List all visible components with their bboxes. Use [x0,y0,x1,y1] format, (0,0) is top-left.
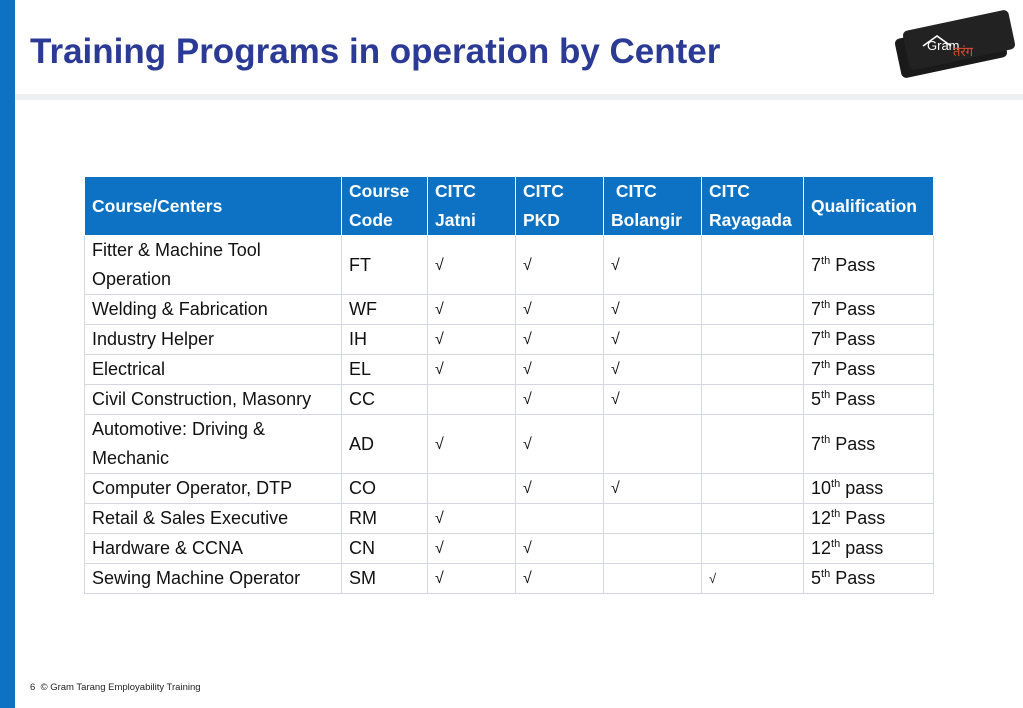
course-cell: Computer Operator, DTP [85,474,342,504]
rayagada-cell [702,474,804,504]
table-row [85,564,934,594]
qualification-cell: 10th pass [804,474,934,504]
bolangir-cell [604,415,702,474]
jatni-cell: √ [428,325,516,355]
rayagada-cell [702,295,804,325]
rayagada-cell [702,534,804,564]
code-cell: RM [342,504,428,534]
code-cell: EL [342,355,428,385]
table-row [85,415,934,474]
rayagada-cell [702,415,804,474]
header-divider [15,94,1023,100]
jatni-cell [428,474,516,504]
svg-text:Gram: Gram [927,38,960,53]
footer-text: © Gram Tarang Employability Training [40,682,201,693]
slide-footer [30,682,201,693]
course-cell: Sewing Machine Operator [85,564,342,594]
pkd-cell: √ [516,564,604,594]
page-number: 6 [30,682,36,693]
pkd-cell: √ [516,325,604,355]
bolangir-cell [604,564,702,594]
header-course: Course/Centers [85,177,342,236]
table-row [85,325,934,355]
qualification-cell: 12th pass [804,534,934,564]
qualification-cell: 12th Pass [804,504,934,534]
qualification-cell: 7th Pass [804,236,934,295]
pkd-cell: √ [516,355,604,385]
bolangir-cell: √ [604,385,702,415]
qualification-cell: 5th Pass [804,385,934,415]
course-cell: Industry Helper [85,325,342,355]
rayagada-cell [702,236,804,295]
header-bolangir: CITC Bolangir [604,177,702,236]
bolangir-cell: √ [604,236,702,295]
svg-text:तरंग: तरंग [953,45,974,60]
rayagada-cell: √ [702,564,804,594]
pkd-cell: √ [516,295,604,325]
course-cell: Retail & Sales Executive [85,504,342,534]
rayagada-cell [702,355,804,385]
course-cell: Fitter & Machine Tool Operation [85,236,342,295]
bolangir-cell: √ [604,355,702,385]
header-qualification: Qualification [804,177,934,236]
qualification-cell: 7th Pass [804,295,934,325]
code-cell: CN [342,534,428,564]
jatni-cell: √ [428,355,516,385]
jatni-cell [428,385,516,415]
code-cell: SM [342,564,428,594]
header-rayagada: CITC Rayagada [702,177,804,236]
jatni-cell: √ [428,504,516,534]
header-pkd: CITC PKD [516,177,604,236]
code-cell: CC [342,385,428,415]
code-cell: AD [342,415,428,474]
page-title: Training Programs in operation by Center [30,32,721,71]
table-row [85,236,934,295]
jatni-cell: √ [428,236,516,295]
course-cell: Electrical [85,355,342,385]
code-cell: WF [342,295,428,325]
bolangir-cell [604,504,702,534]
table-row [85,385,934,415]
course-cell: Hardware & CCNA [85,534,342,564]
code-cell: IH [342,325,428,355]
header-code: Course Code [342,177,428,236]
table-row [85,504,934,534]
table-row [85,474,934,504]
jatni-cell: √ [428,534,516,564]
pkd-cell: √ [516,474,604,504]
table-row [85,355,934,385]
table-row [85,534,934,564]
jatni-cell: √ [428,415,516,474]
bolangir-cell: √ [604,295,702,325]
pkd-cell: √ [516,236,604,295]
rayagada-cell [702,385,804,415]
training-table-wrapper [84,176,933,594]
pkd-cell: √ [516,415,604,474]
rayagada-cell [702,504,804,534]
qualification-cell: 7th Pass [804,355,934,385]
bolangir-cell: √ [604,325,702,355]
course-cell: Automotive: Driving & Mechanic [85,415,342,474]
qualification-cell: 7th Pass [804,325,934,355]
table-header-row [85,177,934,236]
table-row [85,295,934,325]
pkd-cell [516,504,604,534]
left-accent-bar [0,0,15,708]
course-cell: Civil Construction, Masonry [85,385,342,415]
jatni-cell: √ [428,564,516,594]
bolangir-cell: √ [604,474,702,504]
header-jatni: CITC Jatni [428,177,516,236]
qualification-cell: 5th Pass [804,564,934,594]
gram-tarang-logo [893,6,1017,86]
pkd-cell: √ [516,385,604,415]
jatni-cell: √ [428,295,516,325]
rayagada-cell [702,325,804,355]
bolangir-cell [604,534,702,564]
course-cell: Welding & Fabrication [85,295,342,325]
code-cell: CO [342,474,428,504]
training-programs-table [84,176,934,594]
pkd-cell: √ [516,534,604,564]
code-cell: FT [342,236,428,295]
qualification-cell: 7th Pass [804,415,934,474]
